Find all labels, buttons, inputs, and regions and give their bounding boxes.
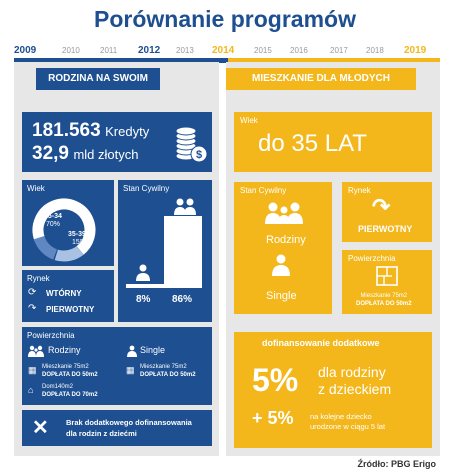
couple-icon <box>172 198 198 216</box>
page-title: Porównanie programów <box>94 6 356 32</box>
timeline-year: 2013 <box>176 46 194 55</box>
right-single-label: Single <box>266 290 297 302</box>
amount-label: mld złotych <box>73 147 139 162</box>
plan-icon: ▦ <box>126 365 135 375</box>
right-panel <box>226 62 440 456</box>
civil-pct2: 86% <box>172 294 193 305</box>
person-icon <box>132 264 154 282</box>
civil-bar-single <box>126 284 164 288</box>
left-header: RODZINA NA SWOIM <box>36 68 160 90</box>
timeline-year: 2011 <box>100 46 118 55</box>
timeline-year: 2015 <box>254 46 272 55</box>
timeline-year: 2018 <box>366 46 384 55</box>
timeline-year: 2014 <box>212 45 235 56</box>
right-age-value: do 35 LAT <box>258 130 367 157</box>
floor-plan-icon <box>376 266 398 286</box>
right-age-box <box>234 112 432 172</box>
right-area-box <box>342 250 432 314</box>
timeline-year: 2012 <box>138 45 161 56</box>
refresh-icon: ⟳ <box>28 287 37 298</box>
source-note: Źródło: PBG Erigo <box>357 459 436 469</box>
arrow-icon: ↷ <box>372 194 391 219</box>
extra-title: dofinansowanie dodatkowe <box>262 338 380 348</box>
credits-value: 181.563 <box>32 120 101 141</box>
market-primary: PIERWOTNY <box>46 305 95 314</box>
age-group2: 35-39 <box>68 231 86 238</box>
family-icon <box>28 345 44 357</box>
age-label: Wiek <box>27 184 45 193</box>
single-person-icon <box>270 254 292 276</box>
single-label: Single <box>140 345 166 355</box>
area-box <box>22 327 212 405</box>
right-market-label: Rynek <box>348 186 371 195</box>
credits-label: Kredyty <box>105 124 150 139</box>
timeline-year: 2019 <box>404 45 427 56</box>
plan-icon: ▦ <box>28 365 37 375</box>
no-extra-text: Brak dodatkowego dofinansowania dla rodzin z dziećmi <box>66 418 192 438</box>
timeline-year: 2010 <box>62 46 80 55</box>
house-icon: ⌂ <box>28 385 34 395</box>
right-market-value: PIERWOTNY <box>358 224 413 234</box>
family-label: Rodziny <box>48 345 81 355</box>
extra-pct1: 5% <box>252 362 299 398</box>
family-house: Dom140m2 DOPŁATA DO 70m2 <box>42 384 98 398</box>
right-family-label: Rodziny <box>266 234 306 246</box>
age-group1: 25-34 <box>44 213 62 220</box>
arrow-icon: ↷ <box>28 303 37 314</box>
right-header: MIESZKANIE DLA MŁODYCH <box>226 68 416 90</box>
single-flat: Mieszkanie 75m2 DOPŁATA DO 50m2 <box>140 364 196 378</box>
right-area-label: Powierzchnia <box>348 254 396 263</box>
extra-pct2: + 5% <box>252 408 294 428</box>
civil-bar-couple <box>164 216 202 288</box>
age-box <box>22 180 114 266</box>
left-panel <box>14 62 219 456</box>
family-flat: Mieszkanie 75m2 DOPŁATA DO 50m2 <box>42 364 98 378</box>
civil-label: Stan Cywilny <box>123 184 170 193</box>
coins-icon <box>172 120 208 164</box>
civil-pct1: 8% <box>136 294 151 305</box>
extra-box <box>234 332 432 448</box>
market-label: Rynek <box>27 274 50 283</box>
area-label: Powierzchnia <box>27 331 75 340</box>
single-person-icon <box>126 345 138 357</box>
right-area-text: Mieszkanie 75m2 DOPŁATA DO 50m2 <box>356 293 412 307</box>
family-icon <box>264 202 304 224</box>
market-secondary: WTÓRNY <box>46 289 82 298</box>
age-donut-chart <box>30 196 98 264</box>
right-civil-box <box>234 182 332 314</box>
civil-status-box <box>118 180 212 322</box>
timeline-year: 2016 <box>290 46 308 55</box>
market-box <box>22 270 114 322</box>
extra-text2: na kolejne dziecko urodzone w ciągu 5 lat <box>310 412 386 431</box>
timeline-year: 2009 <box>14 45 37 56</box>
right-age-label: Wiek <box>240 116 258 125</box>
amount-value: 32,9 <box>32 143 69 164</box>
age-pct1: 70% <box>46 221 61 228</box>
credits-box <box>22 112 212 172</box>
svg-text:$: $ <box>195 149 203 161</box>
extra-text1: dla rodziny z dzieckiem <box>318 364 392 397</box>
no-extra-box <box>22 410 212 446</box>
timeline-year: 2017 <box>330 46 348 55</box>
cross-icon: ✕ <box>32 417 49 439</box>
age-pct2: 15% <box>72 239 87 246</box>
right-civil-label: Stan Cywilny <box>240 186 287 195</box>
right-market-box <box>342 182 432 242</box>
